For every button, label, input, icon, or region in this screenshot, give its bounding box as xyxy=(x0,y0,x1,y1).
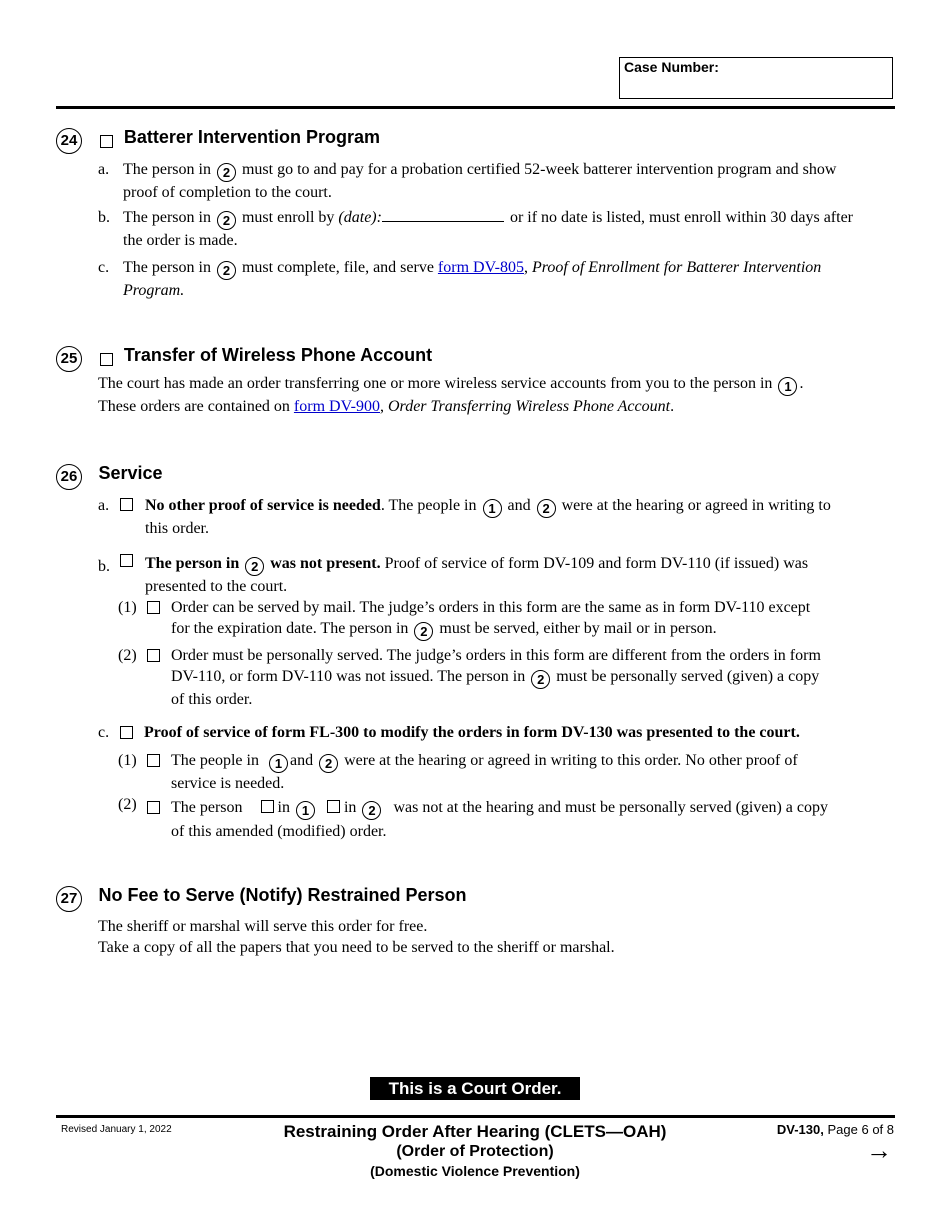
section-title: Batterer Intervention Program xyxy=(123,127,380,147)
page-number: Page 6 of 8 xyxy=(827,1122,894,1137)
circled-two: 2 xyxy=(217,261,236,280)
section-24-checkbox[interactable] xyxy=(100,135,113,148)
court-order-banner: This is a Court Order. xyxy=(370,1077,580,1100)
revised-date: Revised January 1, 2022 xyxy=(61,1124,172,1135)
circled-two: 2 xyxy=(531,670,550,689)
circled-one: 1 xyxy=(778,377,797,396)
section-27-header xyxy=(56,885,467,912)
case-number-label: Case Number: xyxy=(624,59,719,75)
circled-two: 2 xyxy=(217,163,236,182)
item-26b1: (1) Order can be served by mail. The judge’s orders in this form are the same as in form DV-110 except for the expiration date. The person in 2 must be served, either by mail or in person. xyxy=(118,599,811,639)
item-26b2-checkbox[interactable] xyxy=(147,649,160,662)
item-24b: b. The person in 2 must enroll by (date): or if no date is listed, must enroll within 30 days after the order is made. xyxy=(98,209,853,249)
item-24c: c. The person in 2 must complete, file, and serve form DV-805, Proof of Enrollment for Batterer Intervention Program. xyxy=(98,259,822,299)
enroll-date-field[interactable] xyxy=(382,207,504,222)
section-number: 27 xyxy=(56,886,82,912)
item-26b: b. The person in 2 was not present. Proof of service of form DV-109 and form DV-110 (if issued) was presented to the court. xyxy=(98,555,809,595)
form-id: DV-130, xyxy=(776,1122,824,1137)
item-26b2: (2) Order must be personally served. The judge’s orders in this form are different from the orders in form DV-110, or form DV-110 was not issued. The person in 2 must be personally served (given) a copy of this order. xyxy=(118,647,821,708)
item-26c-checkbox[interactable] xyxy=(120,726,133,739)
item-26a-checkbox[interactable] xyxy=(120,498,133,511)
section-25-checkbox[interactable] xyxy=(100,353,113,366)
item-26c: c. Proof of service of form FL-300 to modify the orders in form DV-130 was presented to the court. xyxy=(98,724,800,741)
section-title: Service xyxy=(98,463,163,483)
circled-two: 2 xyxy=(362,801,381,820)
footer-rule xyxy=(56,1115,895,1118)
header-rule xyxy=(56,106,895,109)
circled-two: 2 xyxy=(537,499,556,518)
item-26b-checkbox[interactable] xyxy=(120,554,133,567)
form-dv-900-link[interactable]: form DV-900 xyxy=(293,398,380,415)
section-24-header xyxy=(56,127,380,154)
form-dv-805-link[interactable]: form DV-805 xyxy=(437,259,524,276)
item-26c2: (2) The person in 1 in 2 was not at the hearing and must be personally served (given) a copy of this amended (modified) order. xyxy=(118,796,828,840)
item-26c1-checkbox[interactable] xyxy=(147,754,160,767)
item-24a: a. The person in 2 must go to and pay for a probation certified 52-week batterer intervention program and show proof of completion to the court. xyxy=(98,161,837,201)
circled-one: 1 xyxy=(296,801,315,820)
circled-one: 1 xyxy=(269,754,288,773)
section-25-header xyxy=(56,345,432,372)
circled-one: 1 xyxy=(483,499,502,518)
section-number: 24 xyxy=(56,128,82,154)
section-25-body: The court has made an order transferring one or more wireless service accounts from you to the person in 1 . These orders are contained on form DV-900, Order Transferring Wireless Phone Account. xyxy=(98,375,804,415)
case-number-box[interactable] xyxy=(619,57,893,99)
section-number: 25 xyxy=(56,346,82,372)
section-number: 26 xyxy=(56,464,82,490)
restrained-person-checkbox-2[interactable] xyxy=(327,800,340,813)
circled-two: 2 xyxy=(319,754,338,773)
next-page-arrow-icon[interactable]: → xyxy=(866,1135,892,1165)
section-26-header xyxy=(56,463,163,490)
circled-two: 2 xyxy=(245,557,264,576)
form-title: Restraining Order After Hearing (CLETS—OAH) (Order of Protection) (Domestic Violence Prevention) xyxy=(283,1122,667,1179)
circled-two: 2 xyxy=(414,622,433,641)
item-26b1-checkbox[interactable] xyxy=(147,601,160,614)
section-title: Transfer of Wireless Phone Account xyxy=(123,345,433,365)
restrained-person-checkbox-1[interactable] xyxy=(261,800,274,813)
item-26c1: (1) The people in 1 and 2 were at the hearing or agreed in writing to this order. No other proof of service is needed. xyxy=(118,752,798,792)
section-title: No Fee to Serve (Notify) Restrained Person xyxy=(98,885,467,905)
item-26c2-checkbox[interactable] xyxy=(147,801,160,814)
item-26a: a. No other proof of service is needed. The people in 1 and 2 were at the hearing or agreed in writing to this order. xyxy=(98,497,831,537)
circled-two: 2 xyxy=(217,211,236,230)
section-27-body: The sheriff or marshal will serve this order for free. Take a copy of all the papers that you need to be served to the sheriff or marshal. xyxy=(98,918,615,956)
